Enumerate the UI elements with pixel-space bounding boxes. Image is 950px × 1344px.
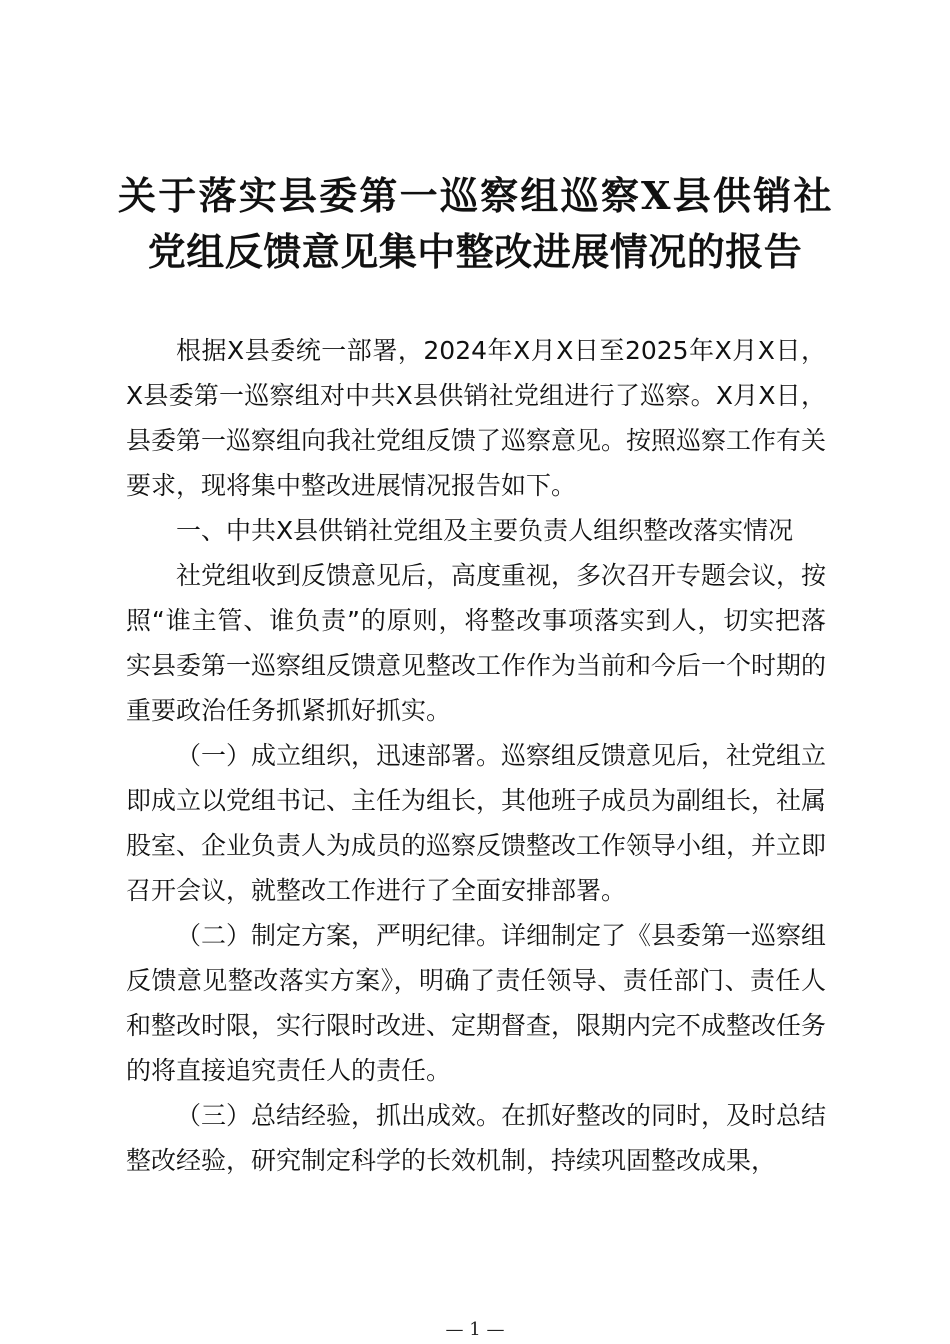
paragraph-intro: 根据X县委统一部署，2024年X月X日至2025年X月X日，X县委第一巡察组对中共X县供销社党组进行了巡察。X月X日，县委第一巡察组向我社党组反馈了巡察意见。按照巡察工作有关要求，现将集中整改进展情况报告如下。	[126, 336, 827, 500]
paragraph-section-1: 社党组收到反馈意见后，高度重视，多次召开专题会议，按照“谁主管、谁负责”的原则，将整改事项落实到人，切实把落实县委第一巡察组反馈意见整改工作作为当前和今后一个时期的重要政治任务抓紧抓好抓实。	[126, 561, 827, 725]
document-body	[126, 328, 826, 1183]
paragraph-subsection-1: （一）成立组织，迅速部署。巡察组反馈意见后，社党组立即成立以党组书记、主任为组长，其他班子成员为副组长，社属股室、企业负责人为成员的巡察反馈整改工作领导小组，并立即召开会议，就整改工作进行了全面安排部署。	[126, 741, 827, 905]
document-title: 关于落实县委第一巡察组巡察X县供销社党组反馈意见集中整改进展情况的报告	[118, 173, 832, 274]
paragraph-subsection-3: （三）总结经验，抓出成效。在抓好整改的同时，及时总结整改经验，研究制定科学的长效机制，持续巩固整改成果，	[126, 1101, 827, 1175]
section-heading-1: 一、中共X县供销社党组及主要负责人组织整改落实情况	[176, 516, 794, 545]
paragraph-subsection-2: （二）制定方案，严明纪律。详细制定了《县委第一巡察组反馈意见整改落实方案》，明确了责任领导、责任部门、责任人和整改时限，实行限时改进、定期督查，限期内完不成整改任务的将直接追究责任人的责任。	[126, 921, 827, 1085]
page-number: — 1 —	[445, 1319, 505, 1340]
